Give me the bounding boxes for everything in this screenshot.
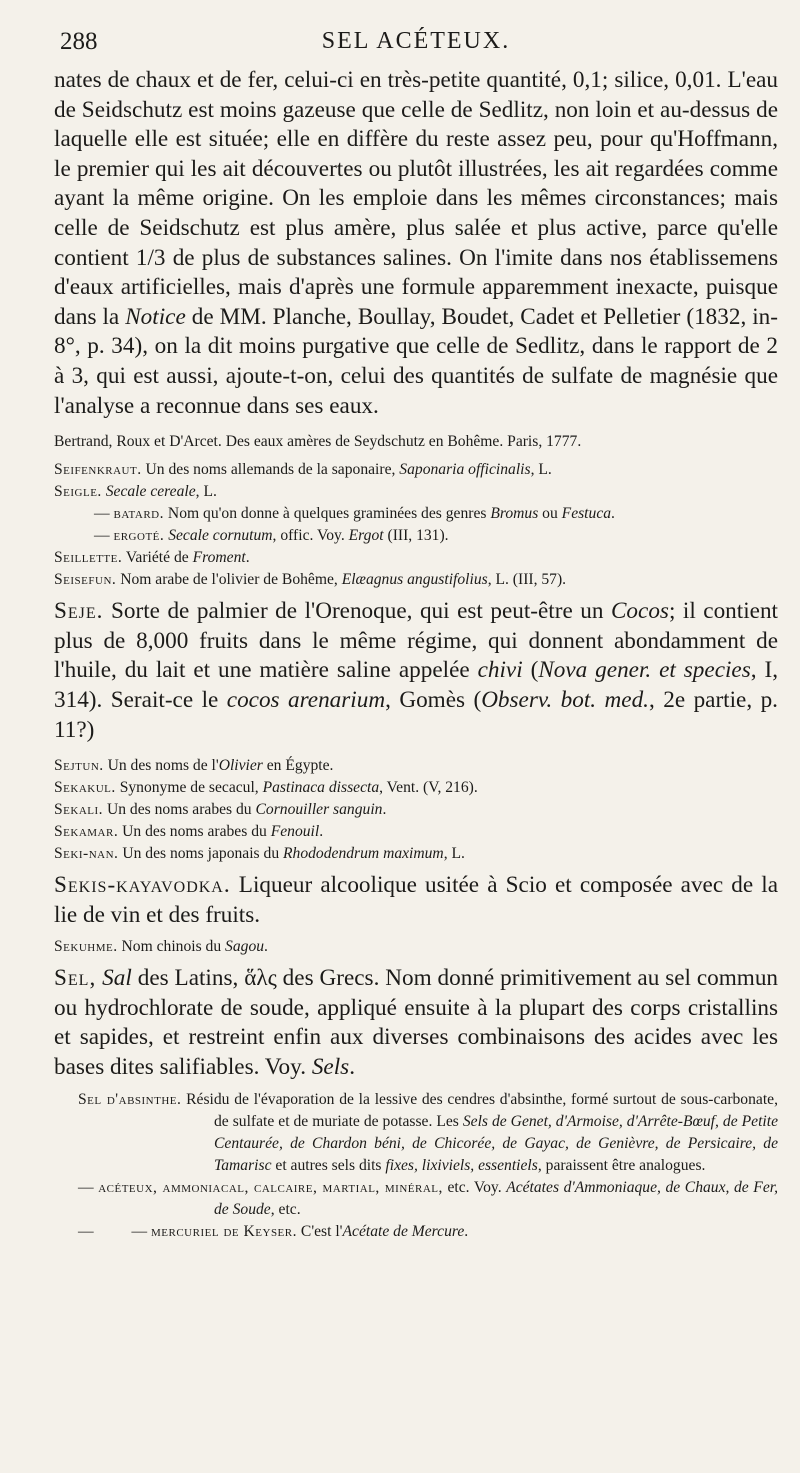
reference-bertrand: Bertrand, Roux et D'Arcet. Des eaux amères de Seydschutz en Bohême. Paris, 1777. bbox=[54, 433, 582, 451]
entry-sekuhme: Sekuhme. Nom chinois du Sagou. bbox=[54, 938, 268, 956]
running-head bbox=[54, 22, 778, 66]
entry-seillette: Seillette. Variété de Froment. bbox=[54, 549, 250, 567]
entry-seki-nan: Seki-nan. Un des noms japonais du Rhododendrum maximum, L. bbox=[54, 845, 465, 863]
entry-sel: Sel, Sal des Latins, ἅλς des Grecs. Nom donné primitivement au sel commun ou hydrochlorate de soude, appliqué ensuite à la plupart des corps cristallins et sapides, et restreint enfin aux diverses combinaisons des acides avec les bases dites salifiables. Voy. Sels. bbox=[54, 965, 779, 1081]
entry-seigle: Seigle. Secale cereale, L. bbox=[54, 483, 217, 501]
entry-sekis-kayavodka: Sekis-kayavodka. Liqueur alcoolique usitée à Scio et composée avec de la lie de vin et des fruits. bbox=[54, 872, 778, 928]
entry-seigle-ergote: — ergoté. Secale cornutum, offic. Voy. Ergot (III, 131). bbox=[94, 527, 449, 545]
entry-sejtun: Sejtun. Un des noms de l'Olivier en Égypte. bbox=[54, 757, 334, 775]
entry-sekamar: Sekamar. Un des noms arabes du Fenouil. bbox=[54, 823, 324, 841]
entry-seisefun: Seisefun. Nom arabe de l'olivier de Bohême, Elæagnus angustifolius, L. (III, 57). bbox=[54, 571, 567, 589]
entry-sel-aceteux: — acéteux, ammoniacal, calcaire, martial, minéral, etc. Voy. Acétates d'Ammoniaque, de Chaux, de Fer, de Soude, etc. bbox=[78, 1178, 778, 1218]
entry-sel-mercuriel: — — mercuriel de Keyser. C'est l'Acétate de Mercure. bbox=[78, 1222, 469, 1240]
paragraph-seidschutz: nates de chaux et de fer, celui-ci en très-petite quantité, 0,1; silice, 0,01. L'eau de Seidschutz est moins gazeuse que celle de Sedlitz, non loin et au-dessus de laquelle elle est située; elle en diffère du reste assez peu, pour qu'Hoffmann, le premier qui les ait découvertes ou plutôt illustrées, les ait regardées comme ayant la même origine. On les emploie dans les mêmes circonstances; mais celle de Seidschutz est plus amère, plus salée et plus active, parce qu'elle contient 1/3 de plus de substances salines. On l'imite dans nos établissemens d'eaux artificielles, mais d'après une formule apparemment inexacte, puisque dans la Notice de MM. Planche, Boullay, Boudet, Cadet et Pelletier (1832, in-8°, p. 34), on la dit moins purgative que celle de Sedlitz, dans le rapport de 2 à 3, qui est aussi, ajoute-t-on, celui des quantités de sulfate de magnésie que l'analyse a reconnue dans ses eaux. bbox=[54, 67, 778, 419]
entry-sekakul: Sekakul. Synonyme de secacul, Pastinaca dissecta, Vent. (V, 216). bbox=[54, 779, 478, 797]
entry-seifenkraut: Seifenkraut. Un des noms allemands de la saponaire, Saponaria officinalis, L. bbox=[54, 461, 552, 479]
page-number: 288 bbox=[60, 28, 98, 55]
entry-sekali: Sekali. Un des noms arabes du Cornouiller sanguin. bbox=[54, 801, 387, 819]
entry-seigle-batard: — batard. Nom qu'on donne à quelques graminées des genres Bromus ou Festuca. bbox=[94, 505, 615, 523]
entry-seje: Seje. Sorte de palmier de l'Orenoque, qui est peut-être un Cocos; il contient plus de 8,000 fruits dans le même régime, qui donnent abondamment de l'huile, du lait et une matière saline appelée chivi (Nova gener. et species, I, 314). Serait-ce le cocos arenarium, Gomès (Observ. bot. med., 2e partie, p. 11?) bbox=[54, 598, 778, 743]
entry-sel-absinthe: Sel d'absinthe. Résidu de l'évaporation de la lessive des cendres d'absinthe, formé surtout de sous-carbonate, de sulfate et de muriate de potasse. Les Sels de Genet, d'Armoise, d'Arrête-Bœuf, de Petite Centaurée, de Chardon béni, de Chicorée, de Gayac, de Genièvre, de Persicaire, de Tamarisc et autres sels dits fixes, lixiviels, essentiels, paraissent être analogues. bbox=[78, 1090, 778, 1174]
running-title: SEL ACÉTEUX. bbox=[321, 28, 511, 54]
